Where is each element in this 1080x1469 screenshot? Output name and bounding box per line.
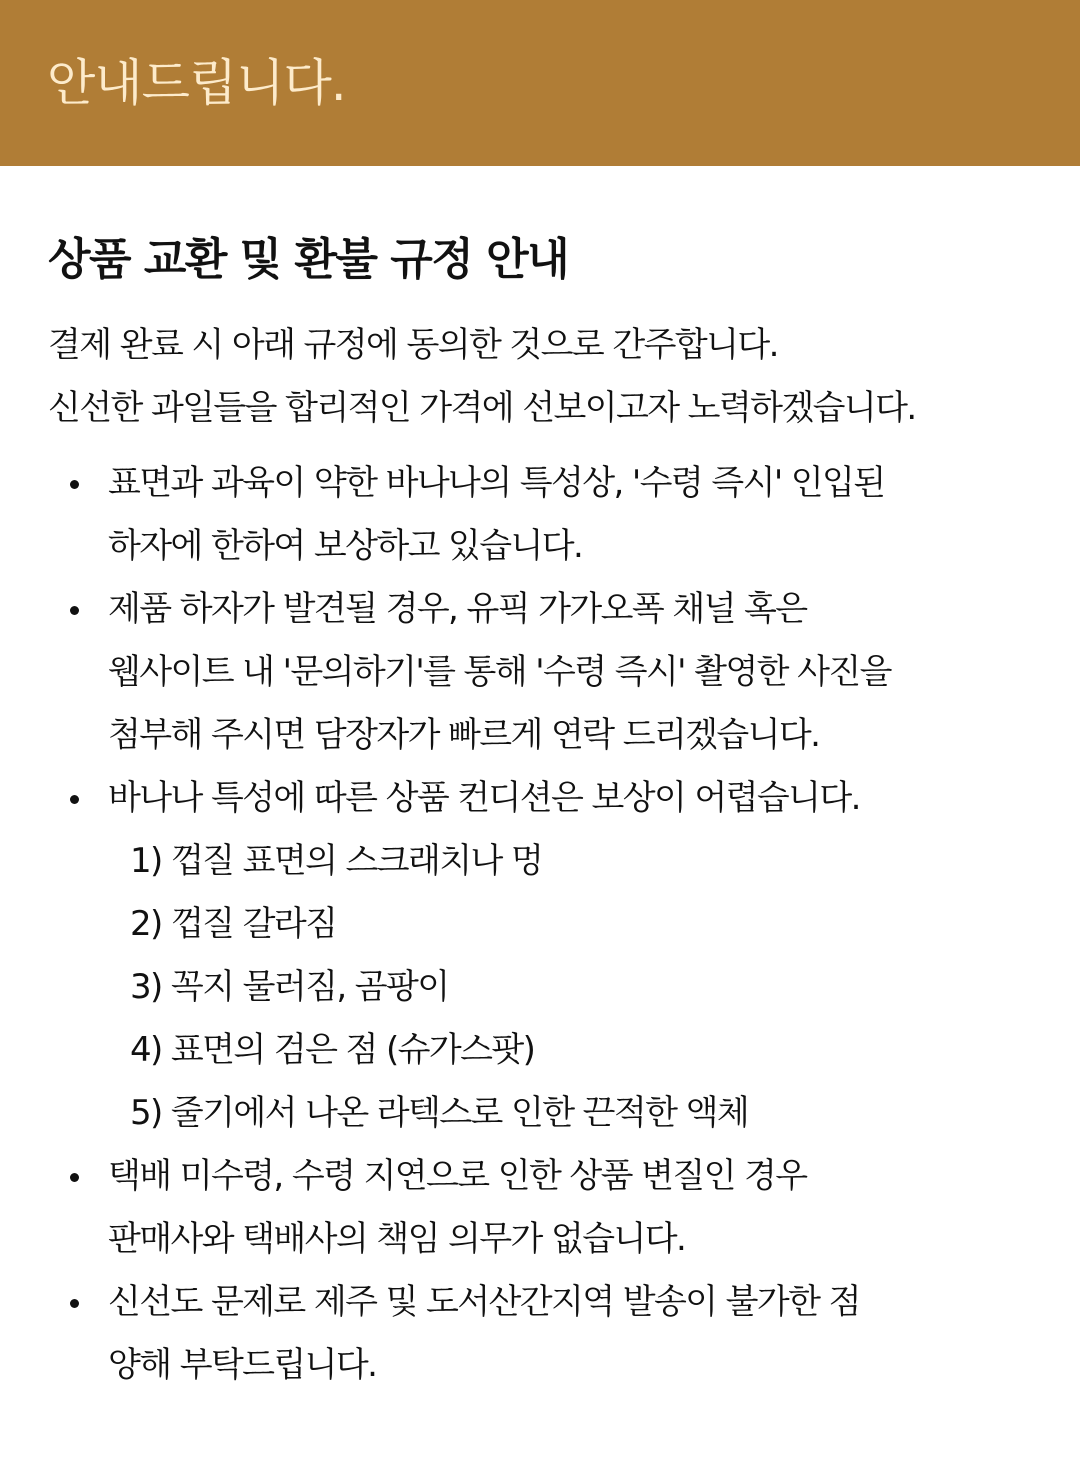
rule-item-shipping-region — [48, 1271, 1032, 1397]
rule-text: 바나나 특성에 따른 상품 컨디션은 보상이 어렵습니다. — [108, 778, 860, 818]
intro-line: 신선한 과일들을 합리적인 가격에 선보이고자 노력하겠습니다. — [48, 388, 916, 428]
intro-line: 결제 완료 시 아래 규정에 동의한 것으로 간주합니다. — [48, 325, 778, 365]
rule-text: 제품 하자가 발견될 경우, 유픽 가가오폭 채널 혹은 — [108, 589, 807, 629]
rule-text: 양해 부탁드립니다. — [108, 1345, 377, 1385]
rule-item-defect-report — [48, 578, 1032, 767]
bullet-icon — [70, 606, 79, 615]
section-title: 상품 교환 및 환불 규정 안내 — [48, 234, 569, 285]
non-compensable-conditions-list — [108, 830, 1032, 1145]
intro-text — [48, 314, 1032, 440]
bullet-icon — [70, 1173, 79, 1182]
rules-list — [48, 452, 1032, 1397]
bullet-icon — [70, 1299, 79, 1308]
rule-item-non-compensable — [48, 767, 1032, 1145]
rule-text: 웹사이트 내 '문의하기'를 통해 '수령 즉시' 촬영한 사진을 — [108, 652, 891, 692]
rule-item-inspection — [48, 452, 1032, 578]
condition-item: 4) 표면의 검은 점 (슈가스팟) — [130, 1030, 535, 1070]
condition-item: 2) 껍질 갈라짐 — [130, 904, 337, 944]
header-title: 안내드립니다. — [47, 54, 346, 112]
rule-text: 첨부해 주시면 담장자가 빠르게 연락 드리겠습니다. — [108, 715, 820, 755]
rule-text: 판매사와 택배사의 책임 의무가 없습니다. — [108, 1219, 686, 1259]
rule-text: 택배 미수령, 수령 지연으로 인한 상품 변질인 경우 — [108, 1156, 807, 1196]
condition-item: 5) 줄기에서 나온 라텍스로 인한 끈적한 액체 — [130, 1093, 749, 1133]
rule-item-delivery-delay — [48, 1145, 1032, 1271]
rule-text: 신선도 문제로 제주 및 도서산간지역 발송이 불가한 점 — [108, 1282, 860, 1322]
rule-text: 표면과 과육이 약한 바나나의 특성상, '수령 즉시' 인입된 — [108, 463, 885, 503]
condition-item: 1) 껍질 표면의 스크래치나 멍 — [130, 841, 543, 881]
bullet-icon — [70, 480, 79, 489]
bullet-icon — [70, 795, 79, 804]
notice-content — [0, 166, 1080, 1397]
condition-item: 3) 꼭지 물러짐, 곰팡이 — [130, 967, 449, 1007]
rule-text: 하자에 한하여 보상하고 있습니다. — [108, 526, 583, 566]
header-banner — [0, 0, 1080, 166]
